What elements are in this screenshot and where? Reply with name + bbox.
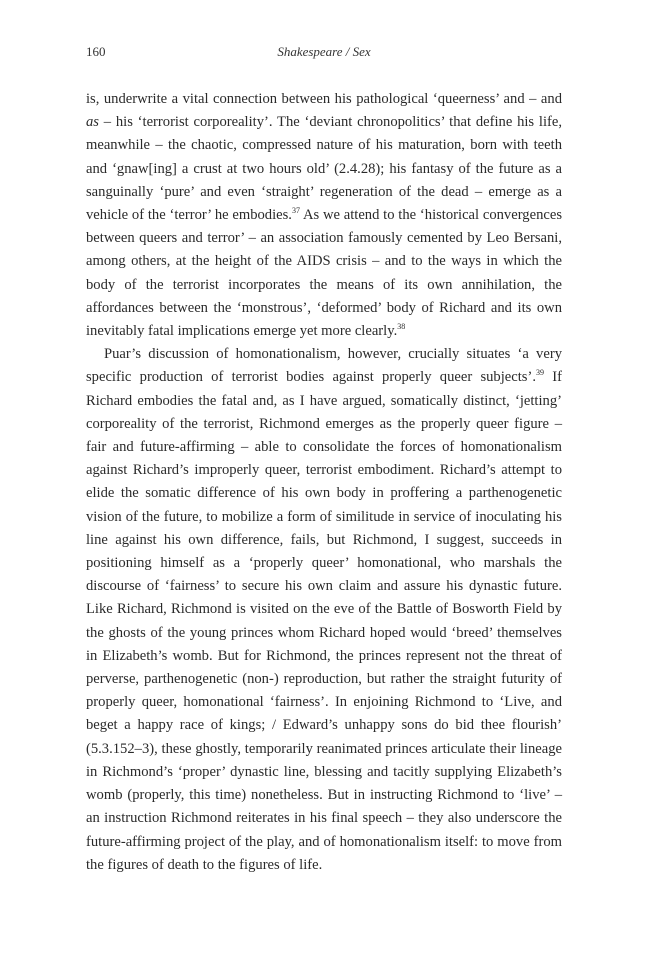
body-text bbox=[86, 88, 562, 877]
footnote-ref-39[interactable]: 39 bbox=[536, 368, 544, 378]
paragraph-2 bbox=[86, 343, 562, 877]
footnote-ref-37[interactable]: 37 bbox=[291, 206, 300, 216]
text-segment: – his ‘terrorist corporeality’. The ‘deviant chronopolitics’ that define his life, meanwhile – the chaotic, compressed nature of his maturation, born with teeth and ‘gnaw[ing] a crust at two hours old’ (2.4.28); his fantasy of the future as a sanguinally ‘pure’ and even ‘straight’ regeneration of the dead – emerge as a vehicle of the ‘terror’ he embodies. bbox=[86, 114, 562, 224]
text-segment-italic: as bbox=[86, 114, 99, 131]
running-head bbox=[86, 44, 562, 64]
text-segment: is, underwrite a vital connection between his pathological ‘queerness’ and – and bbox=[86, 91, 562, 107]
running-title: Shakespeare / Sex bbox=[277, 44, 371, 59]
text-segment: As we attend to the ‘historical convergences between queers and terror’ – an association famously cemented by Leo Bersani, among others, at the height of the AIDS crisis – and to the ways in which the body of the terrorist incorporates the means of its own annihilation, the affordances between the ‘monstrous’, ‘deformed’ body of Richard and its own inevitably fatal implications emerge yet more clearly. bbox=[86, 207, 562, 340]
text-segment: Puar’s discussion of homonationalism, however, crucially situates ‘a very specific production of terrorist bodies against properly queer subjects’. bbox=[86, 346, 562, 386]
text-segment: If Richard embodies the fatal and, as I have argued, somatically distinct, ‘jetting’ corporeality of the terrorist, Richmond emerges as the properly queer figure – fair and future-affirming – able to consolidate the forces of homonationalism against Richard’s improperly queer, terrorist embodiment. Richard’s attempt to elide the somatic difference of his own body in proffering a parthenogenetic vision of the future, to mobilize a form of similitude in service of inoculating his line against his own difference, fails, but Richmond, I suggest, succeeds in positioning himself as a ‘properly queer’ homonational, who marshals the discourse of ‘fairness’ to secure his own claim and assure his dynastic future. Like Richard, Richmond is visited on the eve of the Battle of Bosworth Field by the ghosts of the young princes whom Richard hoped would ‘breed’ themselves in Elizabeth’s womb. But for Richmond, the princes represent not the threat of perverse, parthenogenetic (non-) reproduction, but rather the straight futurity of properly queer, homonational ‘fairness’. In enjoining Richmond to ‘Live, and beget a happy race of kings; / Edward’s unhappy sons do bid thee flourish’ (5.3.152–3), these ghostly, temporarily reanimated princes articulate their lineage in Richmond’s ‘proper’ dynastic line, blessing and tacitly supplying Elizabeth’s womb (properly, this time) nonetheless. But in instructing Richmond to ‘live’ – an instruction Richmond reiterates in his final speech – they also underscore the future-affirming project of the play, and of homonationalism itself: to move from the figures of death to the figures of life. bbox=[86, 369, 562, 873]
page-number: 160 bbox=[86, 44, 106, 59]
paragraph-1 bbox=[86, 88, 562, 343]
footnote-ref-38[interactable]: 38 bbox=[397, 322, 406, 332]
